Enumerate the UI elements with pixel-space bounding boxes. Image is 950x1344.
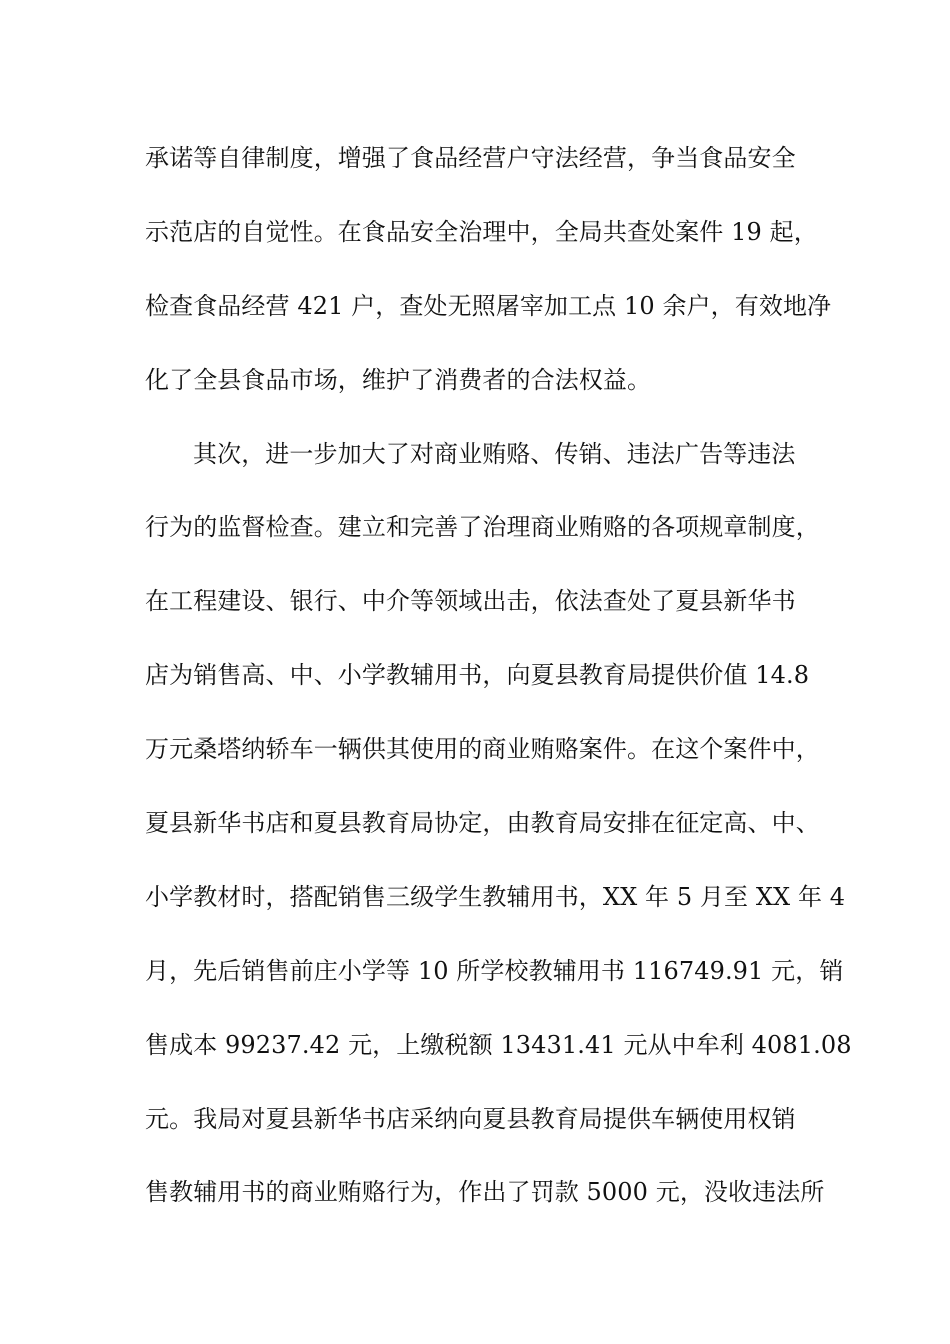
- text-line: 示范店的自觉性。在食品安全治理中，全局共查处案件 19 起，: [145, 217, 818, 246]
- text-line: 售教辅用书的商业贿赂行为，作出了罚款 5000 元，没收违法所: [145, 1178, 825, 1207]
- text-line: 在工程建设、银行、中介等领域出击，依法查处了夏县新华书: [145, 587, 796, 616]
- text-line: 月，先后销售前庄小学等 10 所学校教辅用书 116749.91 元，销: [145, 956, 844, 985]
- text-line: 化了全县食品市场，维护了消费者的合法权益。: [145, 365, 652, 394]
- text-line: 检查食品经营 421 户，查处无照屠宰加工点 10 余户，有效地净: [145, 291, 832, 320]
- text-line: 元。我局对夏县新华书店采纳向夏县教育局提供车辆使用权销: [145, 1104, 796, 1133]
- text-line: 行为的监督检查。建立和完善了治理商业贿赂的各项规章制度，: [145, 513, 820, 542]
- text-line: 小学教材时，搭配销售三级学生教辅用书，XX 年 5 月至 XX 年 4: [145, 882, 846, 911]
- text-line: 店为销售高、中、小学教辅用书，向夏县教育局提供价值 14.8: [145, 661, 810, 690]
- text-line: 万元桑塔纳轿车一辆供其使用的商业贿赂案件。在这个案件中，: [145, 735, 820, 764]
- paragraph-first-line: 其次，进一步加大了对商业贿赂、传销、违法广告等违法: [193, 439, 796, 468]
- text-line: 售成本 99237.42 元，上缴税额 13431.41 元从中牟利 4081.08: [145, 1030, 852, 1059]
- body-text: [145, 122, 852, 1230]
- text-line: 承诺等自律制度，增强了食品经营户守法经营，争当食品安全: [145, 144, 796, 172]
- text-line: 夏县新华书店和夏县教育局协定，由教育局安排在征定高、中、: [145, 809, 820, 838]
